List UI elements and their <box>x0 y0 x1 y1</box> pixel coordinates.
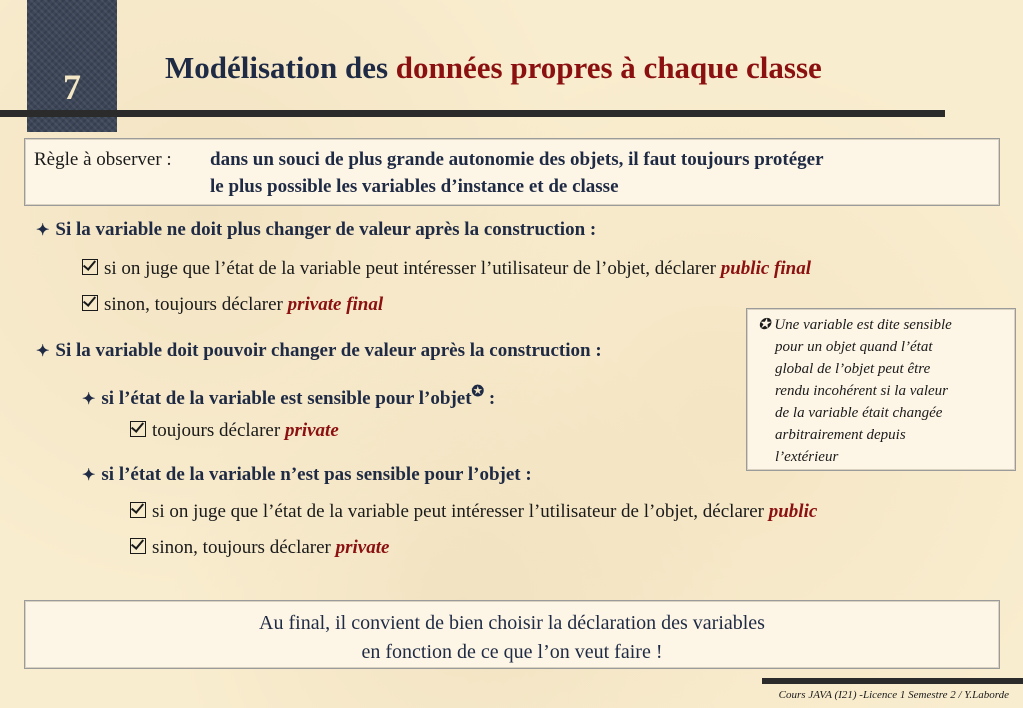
section-2-sub-2-item-2 <box>130 537 389 559</box>
section-2-sub-2-heading <box>82 464 532 486</box>
sensitivity-note <box>758 314 1008 468</box>
section-2-sub-1-item <box>130 420 339 442</box>
keyword-private-final: private final <box>287 294 384 315</box>
slide-title <box>165 50 822 86</box>
checkbox-checked-icon <box>82 259 98 275</box>
footer-rule <box>762 678 1023 684</box>
keyword-public: public <box>768 501 818 522</box>
note-line: ✪ Une variable est dite sensible <box>758 317 952 333</box>
section-2-heading-text: Si la variable doit pouvoir changer de valeur après la construction : <box>55 340 602 361</box>
note-line: global de l’objet peut être <box>775 361 931 377</box>
title-highlight: données propres à chaque classe <box>395 50 822 85</box>
checkbox-checked-icon <box>130 538 146 554</box>
note-line: rendu incohérent si la valeur <box>775 383 949 399</box>
note-line: l’extérieur <box>775 449 839 465</box>
rule-text-line-1: dans un souci de plus grande autonomie des objets, il faut toujours protéger <box>210 149 824 170</box>
conclusion-line-1: Au final, il convient de bien choisir la déclaration des variables <box>259 612 765 634</box>
checkbox-checked-icon <box>130 502 146 518</box>
sensitivity-marker-icon: ✪ <box>758 317 771 333</box>
section-1-item-1 <box>82 258 811 280</box>
section-1-heading <box>36 219 596 241</box>
keyword-private: private <box>335 537 390 558</box>
sub-2-item-1-text: si on juge que l’état de la variable peut intéresser l’utilisateur de l’objet, déclarer <box>152 501 769 522</box>
section-1-item-1-text: si on juge que l’état de la variable peut intéresser l’utilisateur de l’objet, déclarer <box>104 258 721 279</box>
sub-2-heading-text: si l’état de la variable n’est pas sensible pour l’objet : <box>101 464 532 485</box>
section-1-item-2 <box>82 294 383 316</box>
slide-number: 7 <box>63 67 81 107</box>
note-line: de la variable était changée <box>775 405 943 421</box>
section-2-sub-2-item-1 <box>130 501 817 523</box>
star-bullet-icon: ✦ <box>82 391 96 408</box>
note-line: pour un objet quand l’état <box>775 339 933 355</box>
checkbox-checked-icon <box>82 295 98 311</box>
note-line: arbitrairement depuis <box>775 427 906 443</box>
rule-prefix: Règle à observer : <box>34 149 172 170</box>
keyword-private: private <box>284 420 339 441</box>
sub-1-heading-colon: : <box>484 388 496 409</box>
checkbox-checked-icon <box>130 421 146 437</box>
section-1-heading-text: Si la variable ne doit plus changer de valeur après la construction : <box>55 219 597 240</box>
star-bullet-icon: ✦ <box>36 343 50 360</box>
footer-credit: Cours JAVA (I21) -Licence 1 Semestre 2 / Y.Laborde <box>778 689 1009 701</box>
title-prefix: Modélisation des <box>165 50 396 85</box>
sub-1-item-text: toujours déclarer <box>152 420 285 441</box>
star-bullet-icon: ✦ <box>36 222 50 239</box>
sub-1-heading-text: si l’état de la variable est sensible pour l’objet <box>101 388 472 409</box>
rule-text-line-2: le plus possible les variables d’instance et de classe <box>210 176 619 197</box>
section-1-item-2-text: sinon, toujours déclarer <box>104 294 288 315</box>
section-2-heading <box>36 340 602 362</box>
title-underline <box>0 110 945 117</box>
star-bullet-icon: ✦ <box>82 467 96 484</box>
conclusion-text <box>24 609 1000 667</box>
sub-2-item-2-text: sinon, toujours déclarer <box>152 537 336 558</box>
sensitivity-marker-icon: ✪ <box>471 384 485 400</box>
keyword-public-final: public final <box>720 258 811 279</box>
section-2-sub-1-heading <box>82 382 495 410</box>
conclusion-line-2: en fonction de ce que l’on veut faire ! <box>361 641 663 663</box>
